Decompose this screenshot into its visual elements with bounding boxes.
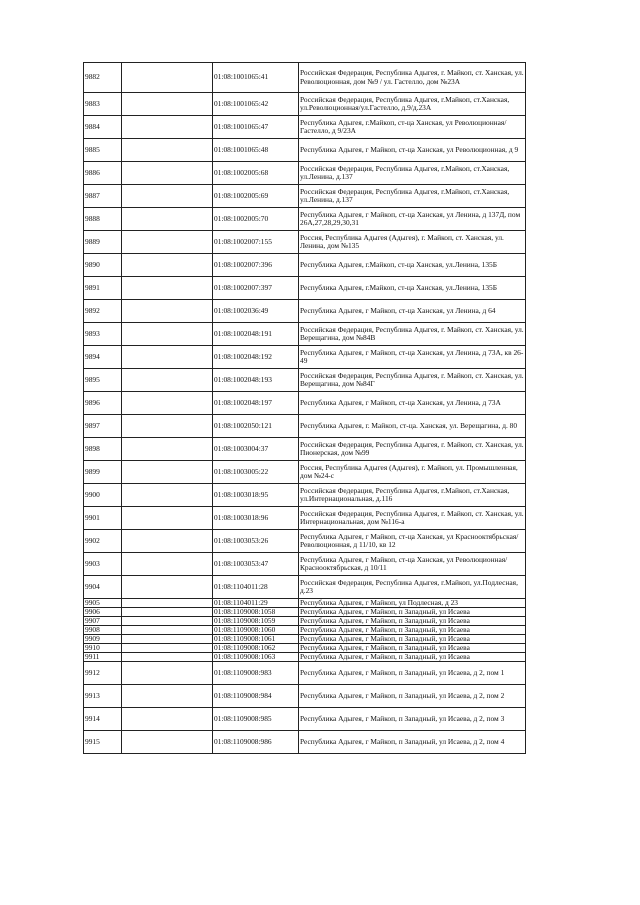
- row-number-cell: 9892: [84, 300, 122, 323]
- row-number-cell: 9891: [84, 277, 122, 300]
- address-cell: Республика Адыгея, г Майкоп, ст-ца Ханская, ул Революционная/Краснооктябрьская, д 10/11: [299, 553, 526, 576]
- cadastral-number-cell: 01:08:1003018:96: [213, 507, 299, 530]
- address-cell: Республика Адыгея, г Майкоп, п Западный, ул Исаева: [299, 644, 526, 653]
- cadastral-number-cell: 01:08:1109008:1059: [213, 617, 299, 626]
- address-cell: Российская Федерация, Республика Адыгея, г. Майкоп, ст. Ханская, ул. Пионерская, дом №99: [299, 438, 526, 461]
- empty-cell: [122, 300, 213, 323]
- cadastral-number-cell: 01:08:1001065:47: [213, 116, 299, 139]
- table-row: [84, 93, 526, 116]
- cadastral-number-cell: 01:08:1002048:192: [213, 346, 299, 369]
- address-cell: Республика Адыгея, г Майкоп, п Западный, ул Исаева, д 2, пом 4: [299, 731, 526, 754]
- row-number-cell: 9890: [84, 254, 122, 277]
- empty-cell: [122, 576, 213, 599]
- empty-cell: [122, 608, 213, 617]
- empty-cell: [122, 116, 213, 139]
- row-number-cell: 9911: [84, 653, 122, 662]
- registry-table-body: [84, 63, 526, 754]
- row-number-cell: 9907: [84, 617, 122, 626]
- table-row: [84, 608, 526, 617]
- cadastral-number-cell: 01:08:1003004:37: [213, 438, 299, 461]
- cadastral-number-cell: 01:08:1109008:986: [213, 731, 299, 754]
- address-cell: Республика Адыгея, г Майкоп, ст-ца Ханская, ул Ленина, д 64: [299, 300, 526, 323]
- address-cell: Республика Адыгея, г Майкоп, п Западный, ул Исаева: [299, 626, 526, 635]
- cadastral-number-cell: 01:08:1001065:48: [213, 139, 299, 162]
- row-number-cell: 9903: [84, 553, 122, 576]
- row-number-cell: 9912: [84, 662, 122, 685]
- cadastral-number-cell: 01:08:1002007:397: [213, 277, 299, 300]
- property-registry-table: [83, 62, 526, 754]
- address-cell: Российская Федерация, Республика Адыгея, г. Майкоп, ст. Ханская, ул. Интернациональная, дом №116-а: [299, 507, 526, 530]
- cadastral-number-cell: 01:08:1002005:69: [213, 185, 299, 208]
- row-number-cell: 9899: [84, 461, 122, 484]
- address-cell: Россия, Республика Адыгея (Адыгея), г. Майкоп, ул. Промышленная, дом №24-с: [299, 461, 526, 484]
- address-cell: Республика Адыгея, г.Майкоп, ст-ца Ханская, ул.Ленина, 135Б: [299, 277, 526, 300]
- address-cell: Республика Адыгея, г. Майкоп, ст-ца. Ханская, ул. Верещагина, д. 80: [299, 415, 526, 438]
- row-number-cell: 9898: [84, 438, 122, 461]
- empty-cell: [122, 617, 213, 626]
- cadastral-number-cell: 01:08:1003005:22: [213, 461, 299, 484]
- table-row: [84, 346, 526, 369]
- row-number-cell: 9886: [84, 162, 122, 185]
- cadastral-number-cell: 01:08:1001065:42: [213, 93, 299, 116]
- table-row: [84, 231, 526, 254]
- address-cell: Российская Федерация, Республика Адыгея, г. Майкоп, ст. Ханская, ул. Верещагина, дом №84Г: [299, 369, 526, 392]
- empty-cell: [122, 553, 213, 576]
- empty-cell: [122, 369, 213, 392]
- row-number-cell: 9897: [84, 415, 122, 438]
- address-cell: Республика Адыгея, г Майкоп, ст-ца Ханская, ул Ленина, д 73А: [299, 392, 526, 415]
- table-row: [84, 653, 526, 662]
- table-row: [84, 644, 526, 653]
- cadastral-number-cell: 01:08:1002005:70: [213, 208, 299, 231]
- row-number-cell: 9901: [84, 507, 122, 530]
- table-row: [84, 530, 526, 553]
- cadastral-number-cell: 01:08:1001065:41: [213, 63, 299, 93]
- cadastral-number-cell: 01:08:1109008:985: [213, 708, 299, 731]
- address-cell: Российская Федерация, Республика Адыгея, г. Майкоп, ст. Ханская, ул. Революционная, дом №9 / ул. Гастелло, дом №23А: [299, 63, 526, 93]
- table-row: [84, 685, 526, 708]
- table-row: [84, 392, 526, 415]
- empty-cell: [122, 346, 213, 369]
- cadastral-number-cell: 01:08:1104011:29: [213, 599, 299, 608]
- address-cell: Республика Адыгея, г Майкоп, п Западный, ул Исаева: [299, 635, 526, 644]
- row-number-cell: 9884: [84, 116, 122, 139]
- row-number-cell: 9908: [84, 626, 122, 635]
- row-number-cell: 9883: [84, 93, 122, 116]
- empty-cell: [122, 185, 213, 208]
- table-row: [84, 617, 526, 626]
- cadastral-number-cell: 01:08:1002005:68: [213, 162, 299, 185]
- empty-cell: [122, 507, 213, 530]
- address-cell: Республика Адыгея, г Майкоп, ст-ца Ханская, ул Ленина, д 137Д, пом 26А,27,28,29,30,31: [299, 208, 526, 231]
- table-row: [84, 254, 526, 277]
- table-row: [84, 323, 526, 346]
- address-cell: Российская Федерация, Республика Адыгея, г.Майкоп, ст.Ханская, ул.Революционная/ул.Гастелло, д.9/д.23А: [299, 93, 526, 116]
- address-cell: Российская Федерация, Республика Адыгея, г.Майкоп, ст.Ханская, ул.Ленина, д.137: [299, 185, 526, 208]
- row-number-cell: 9900: [84, 484, 122, 507]
- empty-cell: [122, 599, 213, 608]
- cadastral-number-cell: 01:08:1002048:191: [213, 323, 299, 346]
- empty-cell: [122, 231, 213, 254]
- table-row: [84, 438, 526, 461]
- row-number-cell: 9913: [84, 685, 122, 708]
- address-cell: Республика Адыгея, г Майкоп, ул Подлесная, д 23: [299, 599, 526, 608]
- address-cell: Российская Федерация, Республика Адыгея, г.Майкоп, ст.Ханская, ул.Интернациональная, д.116: [299, 484, 526, 507]
- table-row: [84, 116, 526, 139]
- empty-cell: [122, 162, 213, 185]
- row-number-cell: 9894: [84, 346, 122, 369]
- address-cell: Республика Адыгея, г Майкоп, п Западный, ул Исаева: [299, 608, 526, 617]
- empty-cell: [122, 93, 213, 116]
- table-row: [84, 553, 526, 576]
- empty-cell: [122, 685, 213, 708]
- empty-cell: [122, 63, 213, 93]
- row-number-cell: 9902: [84, 530, 122, 553]
- row-number-cell: 9889: [84, 231, 122, 254]
- table-row: [84, 507, 526, 530]
- cadastral-number-cell: 01:08:1002050:121: [213, 415, 299, 438]
- address-cell: Республика Адыгея, г.Майкоп, ст-ца Ханская, ул Революционная/Гастелло, д 9/23А: [299, 116, 526, 139]
- row-number-cell: 9909: [84, 635, 122, 644]
- table-row: [84, 63, 526, 93]
- row-number-cell: 9905: [84, 599, 122, 608]
- cadastral-number-cell: 01:08:1003053:26: [213, 530, 299, 553]
- cadastral-number-cell: 01:08:1109008:1058: [213, 608, 299, 617]
- cadastral-number-cell: 01:08:1104011:28: [213, 576, 299, 599]
- table-row: [84, 484, 526, 507]
- address-cell: Республика Адыгея, г Майкоп, ст-ца Ханская, ул Краснооктябрьская/Революционная, д 11/10, кв 12: [299, 530, 526, 553]
- cadastral-number-cell: 01:08:1003053:47: [213, 553, 299, 576]
- table-row: [84, 369, 526, 392]
- empty-cell: [122, 392, 213, 415]
- cadastral-number-cell: 01:08:1109008:1060: [213, 626, 299, 635]
- row-number-cell: 9915: [84, 731, 122, 754]
- row-number-cell: 9888: [84, 208, 122, 231]
- table-row: [84, 576, 526, 599]
- empty-cell: [122, 530, 213, 553]
- empty-cell: [122, 208, 213, 231]
- empty-cell: [122, 662, 213, 685]
- table-row: [84, 277, 526, 300]
- table-row: [84, 185, 526, 208]
- cadastral-number-cell: 01:08:1002048:197: [213, 392, 299, 415]
- table-row: [84, 162, 526, 185]
- address-cell: Республика Адыгея, г Майкоп, ст-ца Ханская, ул Революционная, д 9: [299, 139, 526, 162]
- table-row: [84, 415, 526, 438]
- cadastral-number-cell: 01:08:1002007:155: [213, 231, 299, 254]
- row-number-cell: 9882: [84, 63, 122, 93]
- empty-cell: [122, 139, 213, 162]
- empty-cell: [122, 708, 213, 731]
- table-row: [84, 208, 526, 231]
- empty-cell: [122, 438, 213, 461]
- address-cell: Республика Адыгея, г.Майкоп, ст-ца Ханская, ул.Ленина, 135Б: [299, 254, 526, 277]
- table-row: [84, 300, 526, 323]
- address-cell: Российская Федерация, Республика Адыгея, г.Майкоп, ул.Подлесная, д.23: [299, 576, 526, 599]
- address-cell: Россия, Республика Адыгея (Адыгея), г. Майкоп, ст. Ханская, ул. Ленина, дом №135: [299, 231, 526, 254]
- address-cell: Республика Адыгея, г Майкоп, п Западный, ул Исаева: [299, 653, 526, 662]
- table-row: [84, 626, 526, 635]
- row-number-cell: 9910: [84, 644, 122, 653]
- row-number-cell: 9904: [84, 576, 122, 599]
- table-row: [84, 599, 526, 608]
- row-number-cell: 9896: [84, 392, 122, 415]
- address-cell: Республика Адыгея, г Майкоп, п Западный, ул Исаева, д 2, пом 2: [299, 685, 526, 708]
- empty-cell: [122, 484, 213, 507]
- empty-cell: [122, 254, 213, 277]
- table-row: [84, 461, 526, 484]
- empty-cell: [122, 323, 213, 346]
- address-cell: Республика Адыгея, г Майкоп, ст-ца Ханская, ул Ленина, д 73А, кв 26-49: [299, 346, 526, 369]
- cadastral-number-cell: 01:08:1109008:983: [213, 662, 299, 685]
- address-cell: Республика Адыгея, г Майкоп, п Западный, ул Исаева: [299, 617, 526, 626]
- row-number-cell: 9895: [84, 369, 122, 392]
- empty-cell: [122, 653, 213, 662]
- empty-cell: [122, 635, 213, 644]
- row-number-cell: 9893: [84, 323, 122, 346]
- cadastral-number-cell: 01:08:1002007:396: [213, 254, 299, 277]
- cadastral-number-cell: 01:08:1109008:1061: [213, 635, 299, 644]
- row-number-cell: 9914: [84, 708, 122, 731]
- empty-cell: [122, 644, 213, 653]
- table-row: [84, 662, 526, 685]
- cadastral-number-cell: 01:08:1003018:95: [213, 484, 299, 507]
- table-row: [84, 731, 526, 754]
- cadastral-number-cell: 01:08:1002036:49: [213, 300, 299, 323]
- row-number-cell: 9885: [84, 139, 122, 162]
- cadastral-number-cell: 01:08:1002048:193: [213, 369, 299, 392]
- cadastral-number-cell: 01:08:1109008:984: [213, 685, 299, 708]
- empty-cell: [122, 415, 213, 438]
- row-number-cell: 9906: [84, 608, 122, 617]
- row-number-cell: 9887: [84, 185, 122, 208]
- empty-cell: [122, 626, 213, 635]
- empty-cell: [122, 731, 213, 754]
- empty-cell: [122, 461, 213, 484]
- address-cell: Республика Адыгея, г Майкоп, п Западный, ул Исаева, д 2, пом 1: [299, 662, 526, 685]
- table-row: [84, 708, 526, 731]
- address-cell: Республика Адыгея, г Майкоп, п Западный, ул Исаева, д 2, пом 3: [299, 708, 526, 731]
- table-row: [84, 635, 526, 644]
- cadastral-number-cell: 01:08:1109008:1062: [213, 644, 299, 653]
- table-row: [84, 139, 526, 162]
- address-cell: Российская Федерация, Республика Адыгея, г.Майкоп, ст.Ханская, ул.Ленина, д.137: [299, 162, 526, 185]
- address-cell: Российская Федерация, Республика Адыгея, г. Майкоп, ст. Ханская, ул. Верещагина, дом №84В: [299, 323, 526, 346]
- empty-cell: [122, 277, 213, 300]
- cadastral-number-cell: 01:08:1109008:1063: [213, 653, 299, 662]
